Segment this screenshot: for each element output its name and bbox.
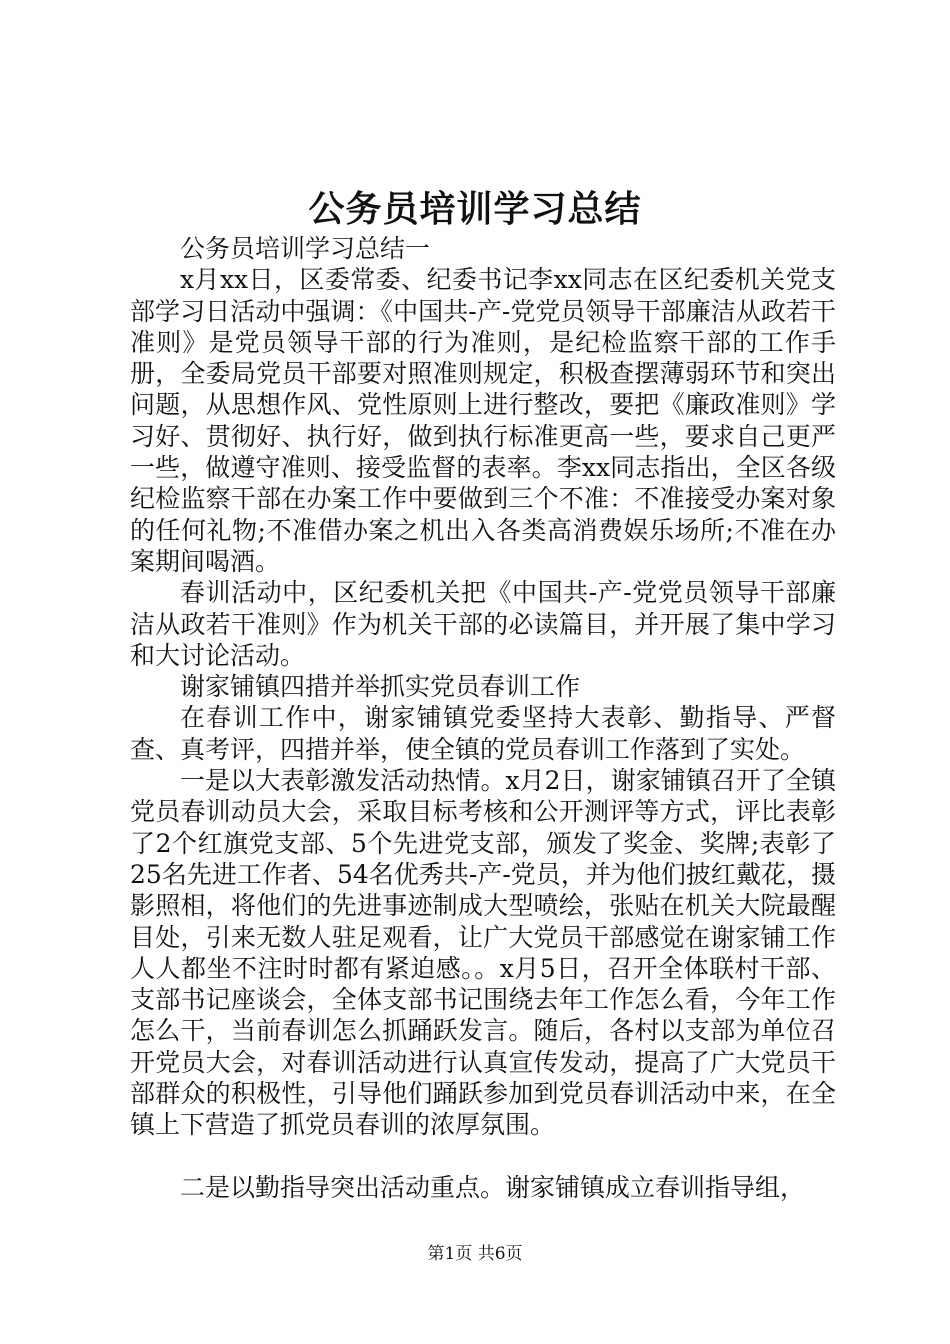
body-paragraph: 二是以勤指导突出活动重点。谢家铺镇成立春训指导组， [180, 1172, 806, 1202]
section-heading: 公务员培训学习总结一 [180, 234, 431, 263]
page-number: 第1页 共6页 [427, 1244, 523, 1264]
body-paragraph: 在春训工作中，谢家铺镇党委坚持大表彰、勤指导、严督查、真考评，四措并举，使全镇的党员春训工作落到了实处。 [130, 703, 836, 764]
document-body [130, 233, 836, 1203]
body-paragraph: 一是以大表彰激发活动热情。x月2日，谢家铺镇召开了全镇党员春训动员大会，采取目标考核和公开测评等方式，评比表彰了2个红旗党支部、5个先进党支部，颁发了奖金、奖牌;表彰了25名先进工作者、54名优秀共-产-党员，并为他们披红戴花，摄影照相，将他们的先进事迹制成大型喷绘，张贴在机关大院最醒目处，引来无数人驻足观看，让广大党员干部感觉在谢家铺工作人人都坐不注时时都有紧迫感。。x月5日，召开全体联村干部、支部书记座谈会，全体支部书记围绕去年工作怎么看，今年工作怎么干，当前春训怎么抓踊跃发言。随后，各村以支部为单位召开党员大会，对春训活动进行认真宣传发动，提高了广大党员干部群众的积极性，引导他们踊跃参加到党员春训活动中来，在全镇上下营造了抓党员春训的浓厚氛围。 [130, 766, 836, 1140]
section-heading: 谢家铺镇四措并举抓实党员春训工作 [180, 672, 581, 702]
document-title: 公务员培训学习总结 [308, 188, 642, 230]
body-paragraph: x月xx日，区委常委、纪委书记李xx同志在区纪委机关党支部学习日活动中强调：《中国共-产-党党员领导干部廉洁从政若干准则》是党员领导干部的行为准则，是纪检监察干部的工作手册，全委局党员干部要对照准则规定，积极查摆薄弱环节和突出问题，从思想作风、党性原则上进行整改，要把《廉政准则》学习好、贯彻好、执行好，做到执行标准更高一些，要求自己更严一些，做遵守准则、接受监督的表率。李xx同志指出，全区各级纪检监察干部在办案工作中要做到三个不准：不准接受办案对象的任何礼物;不准借办案之机出入各类高消费娱乐场所;不准在办案期间喝酒。 [130, 265, 836, 576]
body-paragraph: 春训活动中，区纪委机关把《中国共-产-党党员领导干部廉洁从政若干准则》作为机关干部的必读篇目，并开展了集中学习和大讨论活动。 [130, 578, 836, 670]
